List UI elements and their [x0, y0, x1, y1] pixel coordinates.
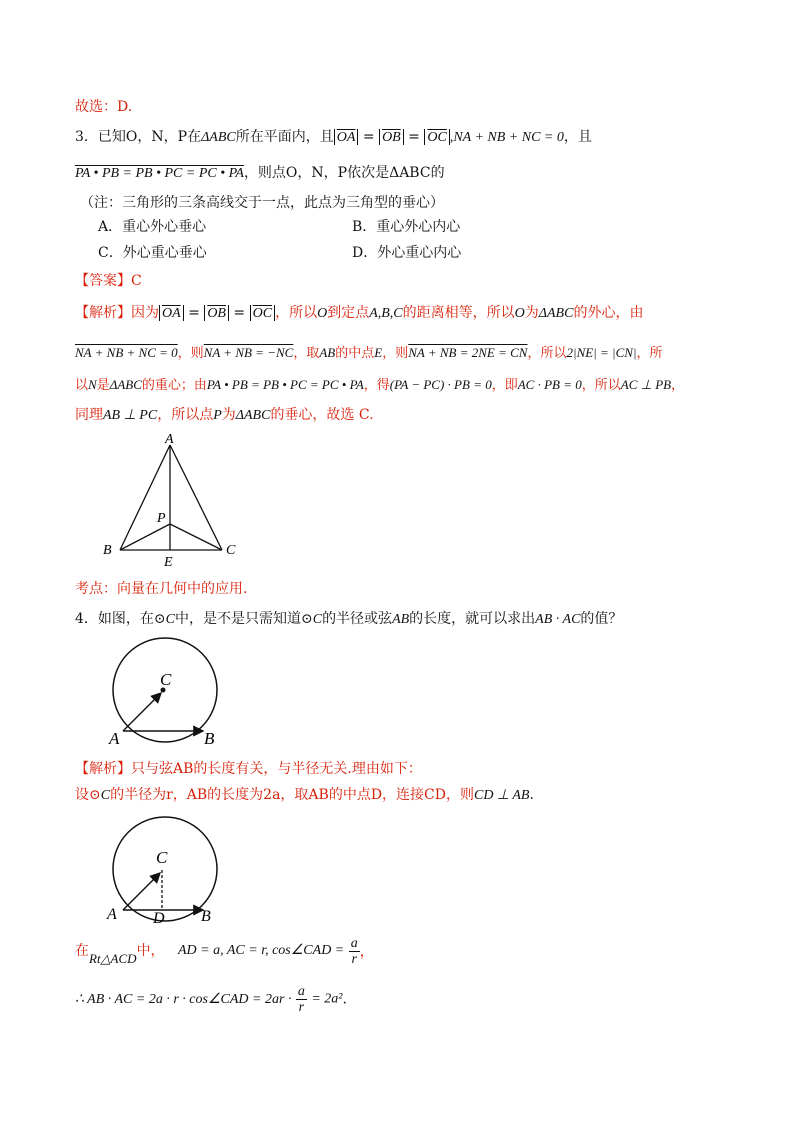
q3-an2-a: ，则: [177, 346, 204, 361]
q3-an4-p: P: [213, 408, 222, 423]
q3-stem-d: ，则点O，N，P依次是ΔABC的: [243, 165, 445, 181]
q4-an3-num: a: [350, 935, 358, 951]
q3-an3-d: ，得: [363, 378, 390, 393]
q4-an3-a: 在: [75, 943, 89, 959]
q4-analysis-tag: 【解析】: [75, 761, 131, 777]
vector-ac: [123, 693, 161, 731]
q3-an1-e: 为: [524, 305, 539, 321]
q4-an2-a: 设⊙: [75, 787, 101, 803]
q3-option-d: D．外心重心内心: [352, 245, 462, 261]
q3-stem-line1: 3．已知O，N，P在ΔABC所在平面内，且 $\overline{OA} = \overline{OB} = \overline{OC}$ ,NA + NB + NC = 0，且: [75, 129, 592, 145]
label-a: A: [165, 432, 174, 447]
q3-an1-d: 的距离相等，所以: [402, 305, 515, 321]
q4-analysis-line2: [75, 784, 534, 807]
q3-stem-a: 已知O，N，P在: [97, 129, 202, 145]
q4-stem-f: 的值？: [580, 611, 623, 627]
q3-an1-b: ，所以: [275, 305, 318, 321]
q3-an3-e: ，即: [491, 378, 518, 393]
label-e: E: [164, 555, 173, 570]
q3-an4-c: 为: [221, 407, 236, 423]
q4-an3-b: 中，: [136, 943, 165, 959]
q4-stem: [75, 608, 622, 631]
q4-an2-b: 的半径为r，AB的长度为2a，取AB的中点D，连接CD，则: [110, 787, 474, 803]
segment-bp: [120, 524, 170, 550]
q3-an4-eq: AB ⊥ PC: [103, 408, 158, 423]
q3-an2-e: E: [374, 345, 383, 360]
q3-an1-c: 到定点: [327, 305, 370, 321]
q3-an1-a: 因为: [131, 305, 159, 321]
q4-an3-rt: Rt△ACD: [89, 951, 137, 966]
q3-an3-t: ΔABC: [109, 377, 142, 392]
q3-dot-eq: PA • PB = PB • PC = PC • PA: [75, 166, 244, 181]
triangle-figure: [95, 430, 255, 570]
fig2-label-b: B: [201, 908, 211, 925]
q4-an2-eq: CD ⊥ AB: [473, 788, 530, 803]
q3-an1-triangle: ΔABC: [538, 306, 574, 321]
q3-vec-eq: ,NA + NB + NC = 0: [449, 130, 564, 145]
q4-stem-e: 的长度，就可以求出: [409, 611, 536, 627]
q4-stem-ab: AB: [392, 612, 410, 627]
q3-an3-b: 是: [96, 378, 110, 393]
q3-an1-ob: $\overline{OB}$: [207, 306, 226, 321]
fig1-label-c: C: [160, 670, 172, 689]
q3-answer: [75, 270, 142, 292]
q3-an1-o: O: [317, 306, 328, 321]
q3-an1-abc: A,B,C: [369, 306, 403, 321]
q3-an3-f: ，所以: [581, 378, 621, 393]
q4-stem-c2: C: [312, 612, 323, 627]
q4-stem-eq: AB · AC: [535, 612, 581, 627]
circle-figure-1: [105, 633, 235, 748]
q3-an4-b: ，所以点: [157, 407, 214, 423]
q3-an4-a: 同理: [75, 407, 103, 423]
q3-an2-eq2: NA + NB = −NC: [203, 345, 294, 360]
q4-analysis-line1: [75, 758, 422, 780]
q3-answer-value: C: [131, 273, 142, 289]
q3-analysis-line1: 【解析】因为 $\overline{OA} = \overline{OB} = \overline{OC}$ ，所以O到定点A,B,C的距离相等，所以O为ΔABC的外心，由: [75, 305, 644, 321]
q3-an2-d: ，则: [382, 346, 409, 361]
q3-stem-b: 所在平面内，且: [235, 129, 334, 145]
circle-c2: [113, 817, 217, 921]
vector-ac2: [123, 873, 160, 910]
q3-an3-eq3: AC · PB = 0: [517, 377, 582, 392]
q4-an3-eq: AD = a, AC = r, cos∠CAD =: [178, 943, 345, 958]
q3-an2-eq3: NA + NB = 2NE = CN: [408, 345, 528, 360]
q3-analysis-tag: 【解析】: [75, 305, 131, 321]
q3-an1-o2: O: [514, 306, 525, 321]
q4-stem-c: C: [165, 612, 175, 627]
q3-triangle: ΔABC: [201, 130, 236, 145]
label-p: P: [157, 511, 166, 526]
q3-an4-d: 的垂心，故选 C.: [270, 407, 374, 423]
q4-an4-eq: ∴ AB · AC = 2a · r · cos∠CAD = 2ar ·: [75, 992, 292, 1007]
q4-an1: 只与弦AB的长度有关，与半径无关.理由如下：: [131, 761, 422, 777]
q4-an4-num: a: [297, 984, 305, 999]
q3-an3-eq4: AC ⊥ PB: [620, 377, 672, 392]
q3-answer-tag: 【答案】: [75, 273, 131, 289]
q4-an3-end: ，: [359, 944, 374, 960]
q3-an1-oc: $\overline{OC}$: [252, 306, 273, 321]
q4-an2-end: .: [529, 787, 534, 803]
q3-an1-f: 的外心，由: [573, 305, 644, 321]
q3-an4-t: ΔABC: [235, 408, 271, 423]
q4-stem-d: 的半径或弦: [322, 611, 393, 627]
q3-an2-eq1: NA + NB + NC = 0: [75, 345, 178, 360]
fig2-label-d: D: [153, 910, 165, 927]
q3-an2-ab: AB: [319, 345, 336, 360]
q3-stem-line2: [75, 162, 445, 185]
q3-an2-c: 的中点: [335, 346, 375, 361]
q3-abs-oc: $\overline{OC}$: [427, 130, 447, 145]
q4-stem-a: 4．如图，在⊙: [75, 611, 166, 627]
q3-option-b: B．重心外心内心: [352, 219, 461, 235]
edge-ac: [170, 445, 222, 550]
q4-an4-eq2: = 2a²: [311, 991, 343, 1007]
q4-stem-b: 中，是不是只需知道⊙: [174, 611, 313, 627]
fig2-label-c: C: [156, 848, 168, 867]
q3-an3-eq2: (PA − PC) · PB = 0: [389, 377, 492, 392]
q3-an3-a: 以: [75, 378, 89, 393]
q3-note: （注：三角形的三条高线交于一点，此点为三角型的垂心）: [80, 195, 444, 211]
q3-abs-ob: $\overline{OB}$: [382, 130, 401, 145]
circle-figure-2: [105, 815, 235, 927]
q4-an2-c: C: [100, 788, 111, 803]
q3-an2-b: ，取: [293, 346, 320, 361]
q3-analysis-line4: [75, 404, 374, 427]
fig1-label-a: A: [109, 729, 120, 748]
q4-an3-den: r: [351, 951, 357, 967]
q4-analysis-line3: [75, 940, 165, 966]
q3-an3-n: N: [88, 377, 97, 392]
prev-conclusion: 故选：D.: [75, 99, 133, 115]
q3-analysis-line3: [75, 374, 684, 397]
q3-kaodian: 考点：向量在几何中的应用.: [75, 581, 248, 597]
q3-an2-f: ，所以: [527, 346, 567, 361]
q4-an4-end: .: [342, 991, 347, 1008]
label-b: B: [103, 543, 112, 558]
q4-an4-formula: [75, 984, 347, 1015]
q3-number: 3．: [75, 129, 98, 145]
q3-abs-oa: $\overline{OA}$: [336, 130, 356, 145]
q3-an3-eq1: PA • PB = PB • PC = PC • PA: [206, 377, 364, 392]
q3-an3-c: 的重心；由: [141, 378, 207, 393]
q3-stem-c: ，且: [563, 129, 592, 145]
fig2-label-a: A: [107, 906, 117, 923]
q3-an3-g: ，: [671, 378, 685, 393]
q3-option-a: A．重心外心垂心: [98, 219, 207, 235]
label-c: C: [226, 543, 236, 558]
q4-an3-formula: [178, 934, 374, 968]
q3-an1-oa: $\overline{OA}$: [162, 306, 181, 321]
q3-option-c: C．外心重心垂心: [98, 245, 207, 261]
q3-analysis-line2: [75, 342, 663, 365]
q3-an2-g: ，所: [636, 346, 663, 361]
q3-an2-eq4: 2|NE| = |CN|: [566, 345, 637, 360]
q4-an4-den: r: [298, 1000, 305, 1015]
fig1-label-b: B: [204, 729, 215, 748]
segment-cp: [170, 524, 222, 550]
edge-ab: [120, 445, 170, 550]
